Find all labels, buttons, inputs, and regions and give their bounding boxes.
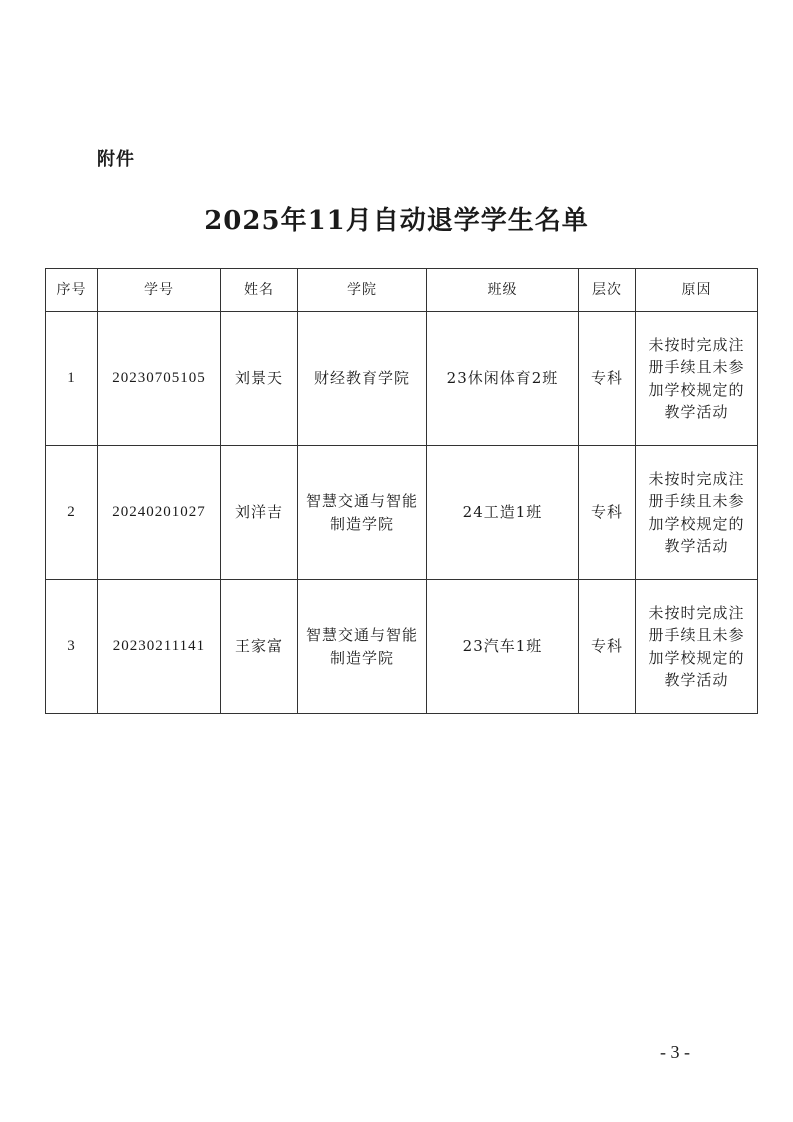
cell-student-id: 20230211141 [98,580,221,714]
header-index: 序号 [46,269,98,312]
header-class: 班级 [427,269,579,312]
cell-level: 专科 [579,580,636,714]
cell-name: 刘景天 [221,312,298,446]
header-college: 学院 [298,269,427,312]
cell-college: 智慧交通与智能制造学院 [298,446,427,580]
header-student-id: 学号 [98,269,221,312]
cell-index: 1 [46,312,98,446]
cell-class: 23休闲体育2班 [427,312,579,446]
cell-name: 王家富 [221,580,298,714]
header-level: 层次 [579,269,636,312]
cell-name: 刘洋吉 [221,446,298,580]
header-reason: 原因 [636,269,758,312]
cell-level: 专科 [579,312,636,446]
cell-level: 专科 [579,446,636,580]
cell-reason: 未按时完成注册手续且未参加学校规定的教学活动 [636,580,758,714]
header-name: 姓名 [221,269,298,312]
table-row [46,312,758,446]
cell-student-id: 20240201027 [98,446,221,580]
table-row [46,446,758,580]
cell-student-id: 20230705105 [98,312,221,446]
cell-college: 智慧交通与智能制造学院 [298,580,427,714]
page-number: - 3 - [660,1042,690,1062]
document-title: 2025年11月自动退学学生名单 [204,206,589,236]
cell-reason: 未按时完成注册手续且未参加学校规定的教学活动 [636,312,758,446]
cell-index: 2 [46,446,98,580]
cell-index: 3 [46,580,98,714]
cell-reason: 未按时完成注册手续且未参加学校规定的教学活动 [636,446,758,580]
cell-class: 24工造1班 [427,446,579,580]
table-row [46,580,758,714]
cell-class: 23汽车1班 [427,580,579,714]
withdrawal-roster-table [45,268,758,714]
table-header-row [46,269,758,312]
attachment-label: 附件 [97,149,135,170]
cell-college: 财经教育学院 [298,312,427,446]
